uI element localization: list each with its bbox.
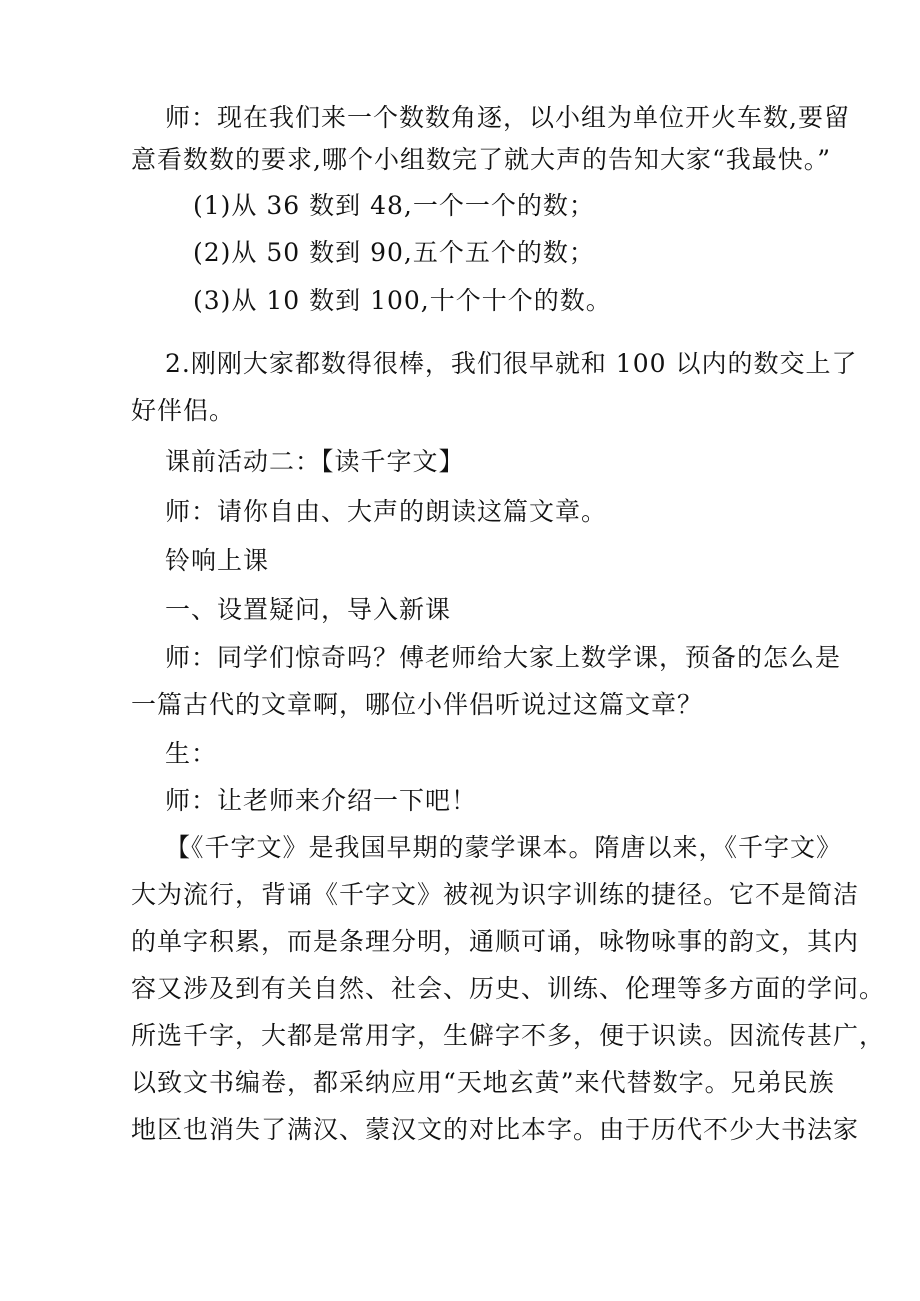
text-line: 铃响上课 <box>165 546 270 575</box>
list-item: (1)从 36 数到 48,一个一个的数； <box>193 191 595 220</box>
text-line: 一篇古代的文章啊，哪位小伴侣听说过这篇文章？ <box>131 690 704 719</box>
text-line: 容又涉及到有关自然、社会、历史、训练、伦理等多方面的学问。 <box>131 974 886 1003</box>
text-line: 师：请你自由、大声的朗读这篇文章。 <box>165 497 608 526</box>
list-item: (3)从 10 数到 100,十个十个的数。 <box>193 286 612 315</box>
text-line: 2.刚刚大家都数得很棒，我们很早就和 100 以内的数交上了 <box>165 349 858 378</box>
text-line: 好伴侣。 <box>131 396 236 425</box>
section-heading: 课前活动二：【读千字文】 <box>165 447 465 476</box>
text-line: 生： <box>165 739 218 768</box>
text-line: 以致文书编卷，都采纳应用“天地玄黄”来代替数字。兄弟民族 <box>131 1068 835 1097</box>
text-line: 【《千字文》是我国早期的蒙学课本。隋唐以来，《千字文》 <box>165 833 843 862</box>
text-line: 地区也消失了满汉、蒙汉文的对比本字。由于历代不少大书法家 <box>131 1115 860 1144</box>
text-line: 师：同学们惊奇吗？傅老师给大家上数学课，预备的怎么是 <box>165 643 842 672</box>
text-line: 所选千字，大都是常用字，生僻字不多，便于识读。因流传甚广， <box>131 1021 886 1050</box>
text-line: 师：让老师来介绍一下吧！ <box>165 786 478 815</box>
list-item: (2)从 50 数到 90,五个五个的数； <box>193 238 595 267</box>
section-heading: 一、设置疑问，导入新课 <box>165 595 452 624</box>
text-line: 师：现在我们来一个数数角逐，以小组为单位开火车数,要留 <box>165 103 850 132</box>
text-line: 意看数数的要求,哪个小组数完了就大声的告知大家“我最快。” <box>131 145 832 174</box>
text-line: 大为流行，背诵《千字文》被视为识字训练的捷径。它不是简洁 <box>131 880 860 909</box>
text-line: 的单字积累，而是条理分明，通顺可诵，咏物咏事的韵文，其内 <box>131 927 860 956</box>
